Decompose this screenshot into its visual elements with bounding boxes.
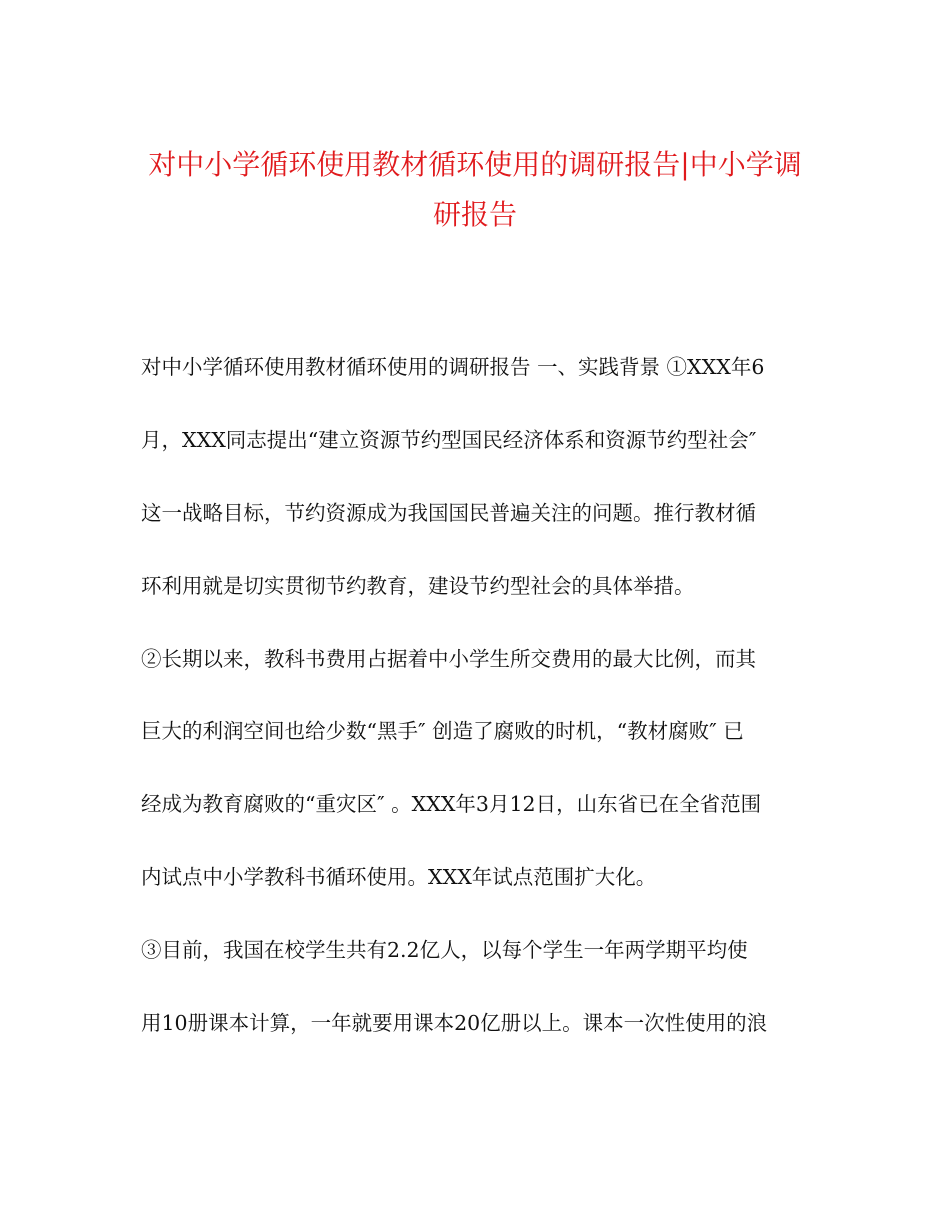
body-line-1: 对中小学循环使用教材循环使用的调研报告 一、实践背景 ①XXX年6 <box>141 355 765 379</box>
body-line-8: 内试点中小学教科书循环使用。XXX年试点范围扩大化。 <box>141 865 657 890</box>
body-line-10: 用10册课本计算，一年就要用课本20亿册以上。课本一次性使用的浪 <box>141 1011 768 1036</box>
body-line-9: ③目前，我国在校学生共有2.2亿人，以每个学生一年两学期平均使 <box>141 938 748 963</box>
body-line-3: 这一战略目标，节约资源成为我国国民普遍关注的问题。推行教材循 <box>141 500 756 525</box>
body-line-2: 月，XXX同志提出“建立资源节约型国民经济体系和资源节约型社会″ <box>141 427 757 452</box>
document-title <box>120 140 830 240</box>
body-line-5: ②长期以来，教科书费用占据着中小学生所交费用的最大比例，而其 <box>141 646 756 671</box>
body-line-4: 环利用就是切实贯彻节约教育，建设节约型社会的具体举措。 <box>141 573 695 598</box>
title-line-1: 对中小学循环使用教材循环使用的调研报告|中小学调 <box>148 148 802 181</box>
title-line-2: 研报告 <box>432 198 517 231</box>
body-line-6: 巨大的利润空间也给少数“黑手″ 创造了腐败的时机，“教材腐败″ 已 <box>141 719 744 744</box>
body-line-7: 经成为教育腐败的“重灾区″ 。XXX年3月12日，山东省已在全省范围 <box>141 792 762 817</box>
document-body <box>141 347 821 1076</box>
